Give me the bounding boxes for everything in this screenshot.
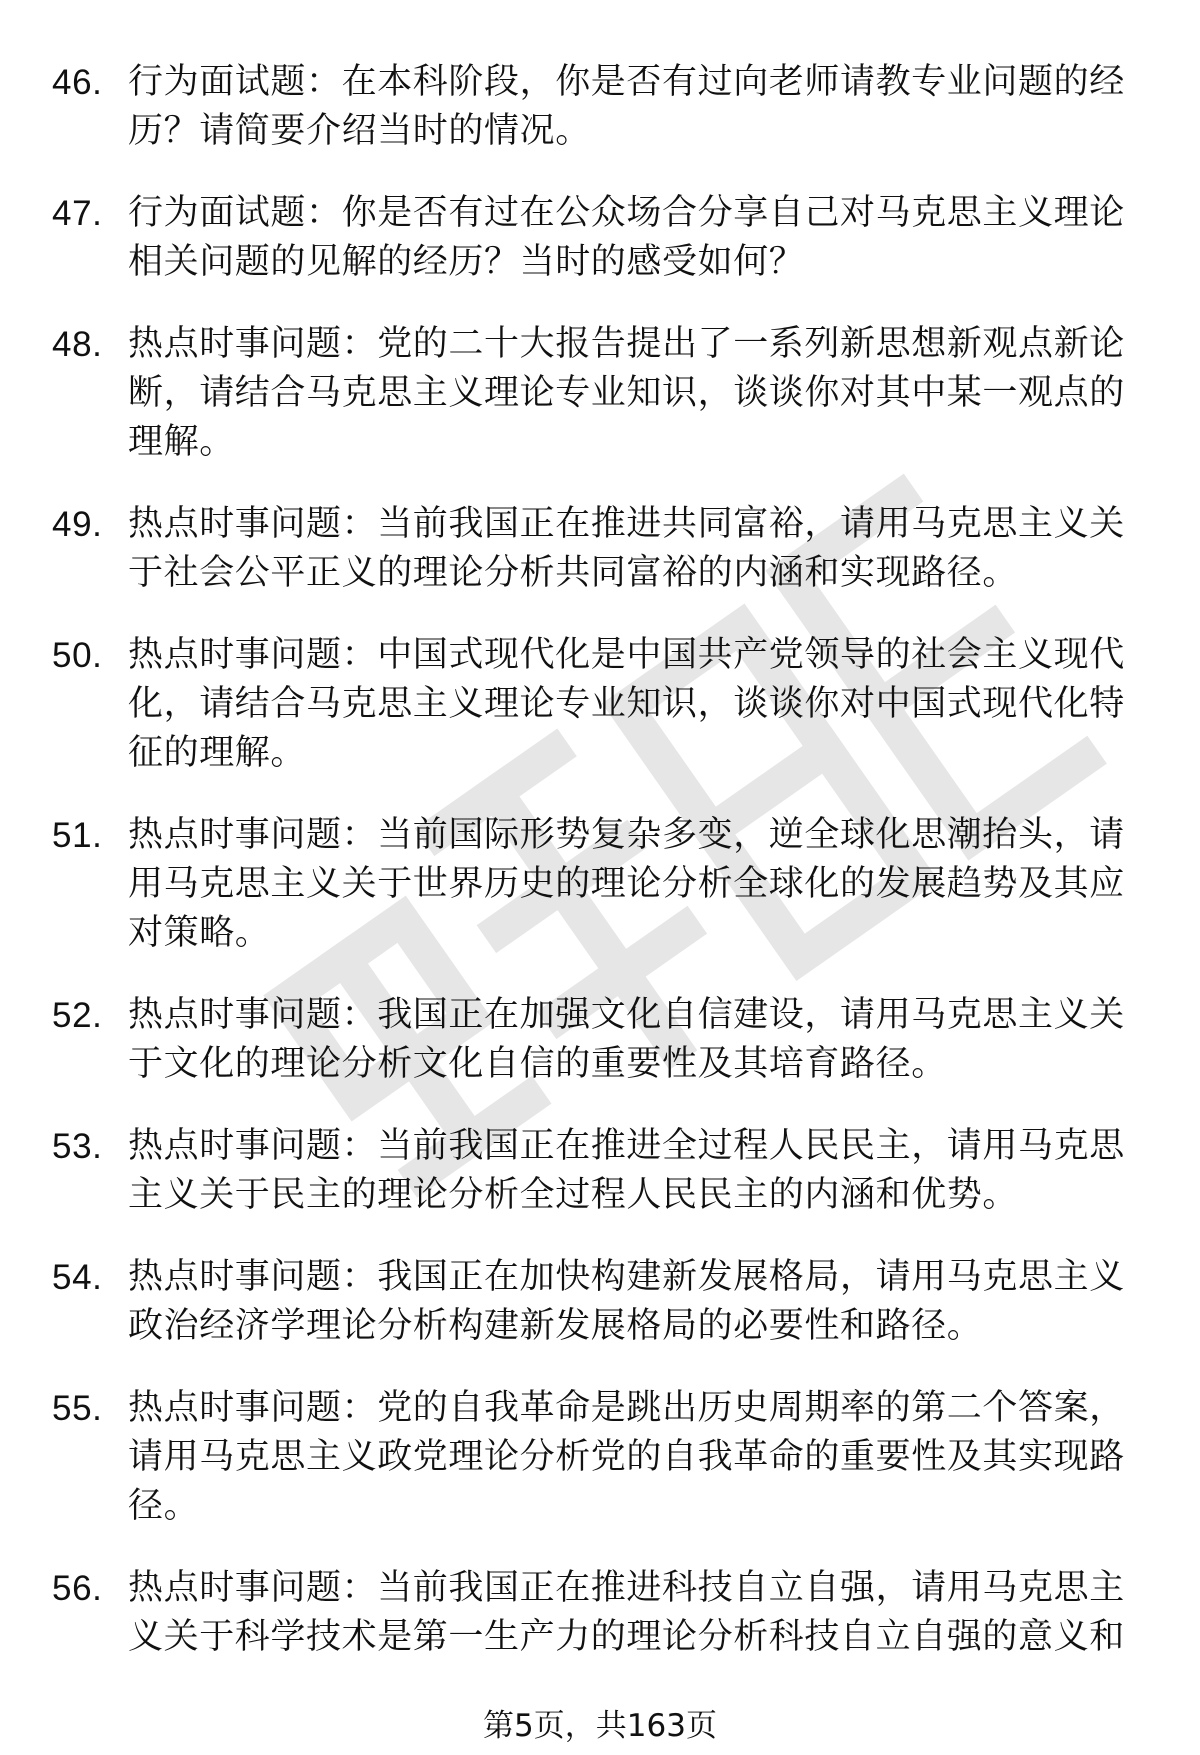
question-item-55 — [0, 1384, 1200, 1531]
question-list — [0, 58, 1200, 1695]
question-text: 热点时事问题：当前我国正在推进全过程人民民主，请用马克思主义关于民主的理论分析全过程人民民主的内涵和优势。 — [128, 1126, 1125, 1215]
question-text: 热点时事问题：党的二十大报告提出了一系列新思想新观点新论断，请结合马克思主义理论专业知识，谈谈你对其中某一观点的理解。 — [128, 324, 1125, 462]
question-item-50 — [0, 631, 1200, 778]
question-text: 热点时事问题：我国正在加强文化自信建设，请用马克思主义关于文化的理论分析文化自信的重要性及其培育路径。 — [128, 995, 1125, 1084]
question-text: 行为面试题：你是否有过在公众场合分享自己对马克思主义理论相关问题的见解的经历？当时的感受如何？ — [128, 193, 1125, 282]
question-text: 热点时事问题：当前我国正在推进科技自立自强，请用马克思主义关于科学技术是第一生产力的理论分析科技自立自强的意义和 — [128, 1568, 1125, 1657]
question-item-49 — [0, 500, 1200, 598]
question-text: 热点时事问题：当前我国正在推进共同富裕，请用马克思主义关于社会公平正义的理论分析共同富裕的内涵和实现路径。 — [128, 504, 1125, 593]
question-item-51 — [0, 811, 1200, 958]
question-number: 56. — [52, 1569, 103, 1608]
question-number: 55. — [52, 1389, 103, 1428]
question-number: 52. — [52, 996, 103, 1035]
question-number: 50. — [52, 636, 103, 675]
question-text: 热点时事问题：当前国际形势复杂多变，逆全球化思潮抬头，请用马克思主义关于世界历史的理论分析全球化的发展趋势及其应对策略。 — [128, 815, 1125, 953]
question-number: 47. — [52, 194, 103, 233]
question-number: 49. — [52, 505, 103, 544]
question-text: 热点时事问题：党的自我革命是跳出历史周期率的第二个答案，请用马克思主义政党理论分析党的自我革命的重要性及其实现路径。 — [128, 1388, 1125, 1526]
question-item-46 — [0, 58, 1200, 156]
question-number: 48. — [52, 325, 103, 364]
question-text: 热点时事问题：中国式现代化是中国共产党领导的社会主义现代化，请结合马克思主义理论专业知识，谈谈你对中国式现代化特征的理解。 — [128, 635, 1125, 773]
question-item-47 — [0, 189, 1200, 287]
question-text: 行为面试题：在本科阶段，你是否有过向老师请教专业问题的经历？请简要介绍当时的情况。 — [128, 62, 1125, 151]
question-item-52 — [0, 991, 1200, 1089]
question-number: 46. — [52, 63, 103, 102]
question-item-53 — [0, 1122, 1200, 1220]
question-text: 热点时事问题：我国正在加快构建新发展格局，请用马克思主义政治经济学理论分析构建新发展格局的必要性和路径。 — [128, 1257, 1125, 1346]
page-number-footer: 第5页，共163页 — [483, 1708, 717, 1744]
question-number: 54. — [52, 1258, 103, 1297]
question-item-48 — [0, 320, 1200, 467]
question-number: 51. — [52, 816, 103, 855]
question-item-54 — [0, 1253, 1200, 1351]
question-item-56 — [0, 1564, 1200, 1662]
question-number: 53. — [52, 1127, 103, 1166]
